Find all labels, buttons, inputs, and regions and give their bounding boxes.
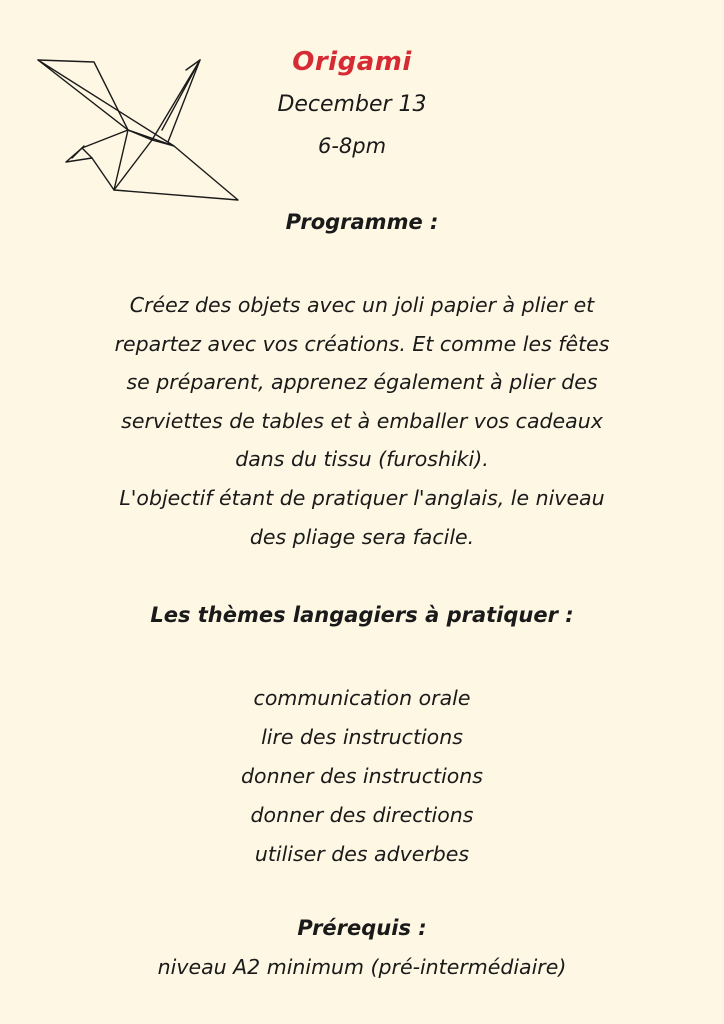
theme-item: lire des instructions: [261, 725, 463, 749]
prerequisites-text: niveau A2 minimum (pré-intermédiaire): [157, 955, 567, 979]
programme-line: Créez des objets avec un joli papier à plier et: [129, 293, 595, 317]
prerequisites-heading: Prérequis :: [297, 916, 427, 940]
theme-item: donner des instructions: [241, 764, 483, 788]
theme-item: communication orale: [253, 686, 471, 710]
programme-line: repartez avec vos créations. Et comme les fêtes: [114, 331, 610, 356]
event-title: Origami: [292, 47, 412, 77]
programme-description: [62, 286, 662, 556]
programme-line: serviettes de tables et à emballer vos cadeaux: [121, 408, 603, 433]
programme-line: se préparent, apprenez également à plier des: [126, 370, 598, 395]
event-date: December 13: [277, 92, 427, 117]
themes-list: [112, 679, 612, 874]
themes-heading: Les thèmes langagiers à pratiquer :: [150, 603, 574, 627]
theme-item: donner des directions: [250, 803, 474, 827]
programme-line: L'objectif étant de pratiquer l'anglais, le niveau: [119, 485, 605, 510]
theme-item: utiliser des adverbes: [254, 842, 470, 866]
programme-line: dans du tissu (furoshiki).: [235, 447, 489, 472]
programme-line: des pliage sera facile.: [249, 524, 475, 549]
programme-heading: Programme :: [285, 210, 439, 234]
event-time: 6-8pm: [317, 134, 387, 158]
